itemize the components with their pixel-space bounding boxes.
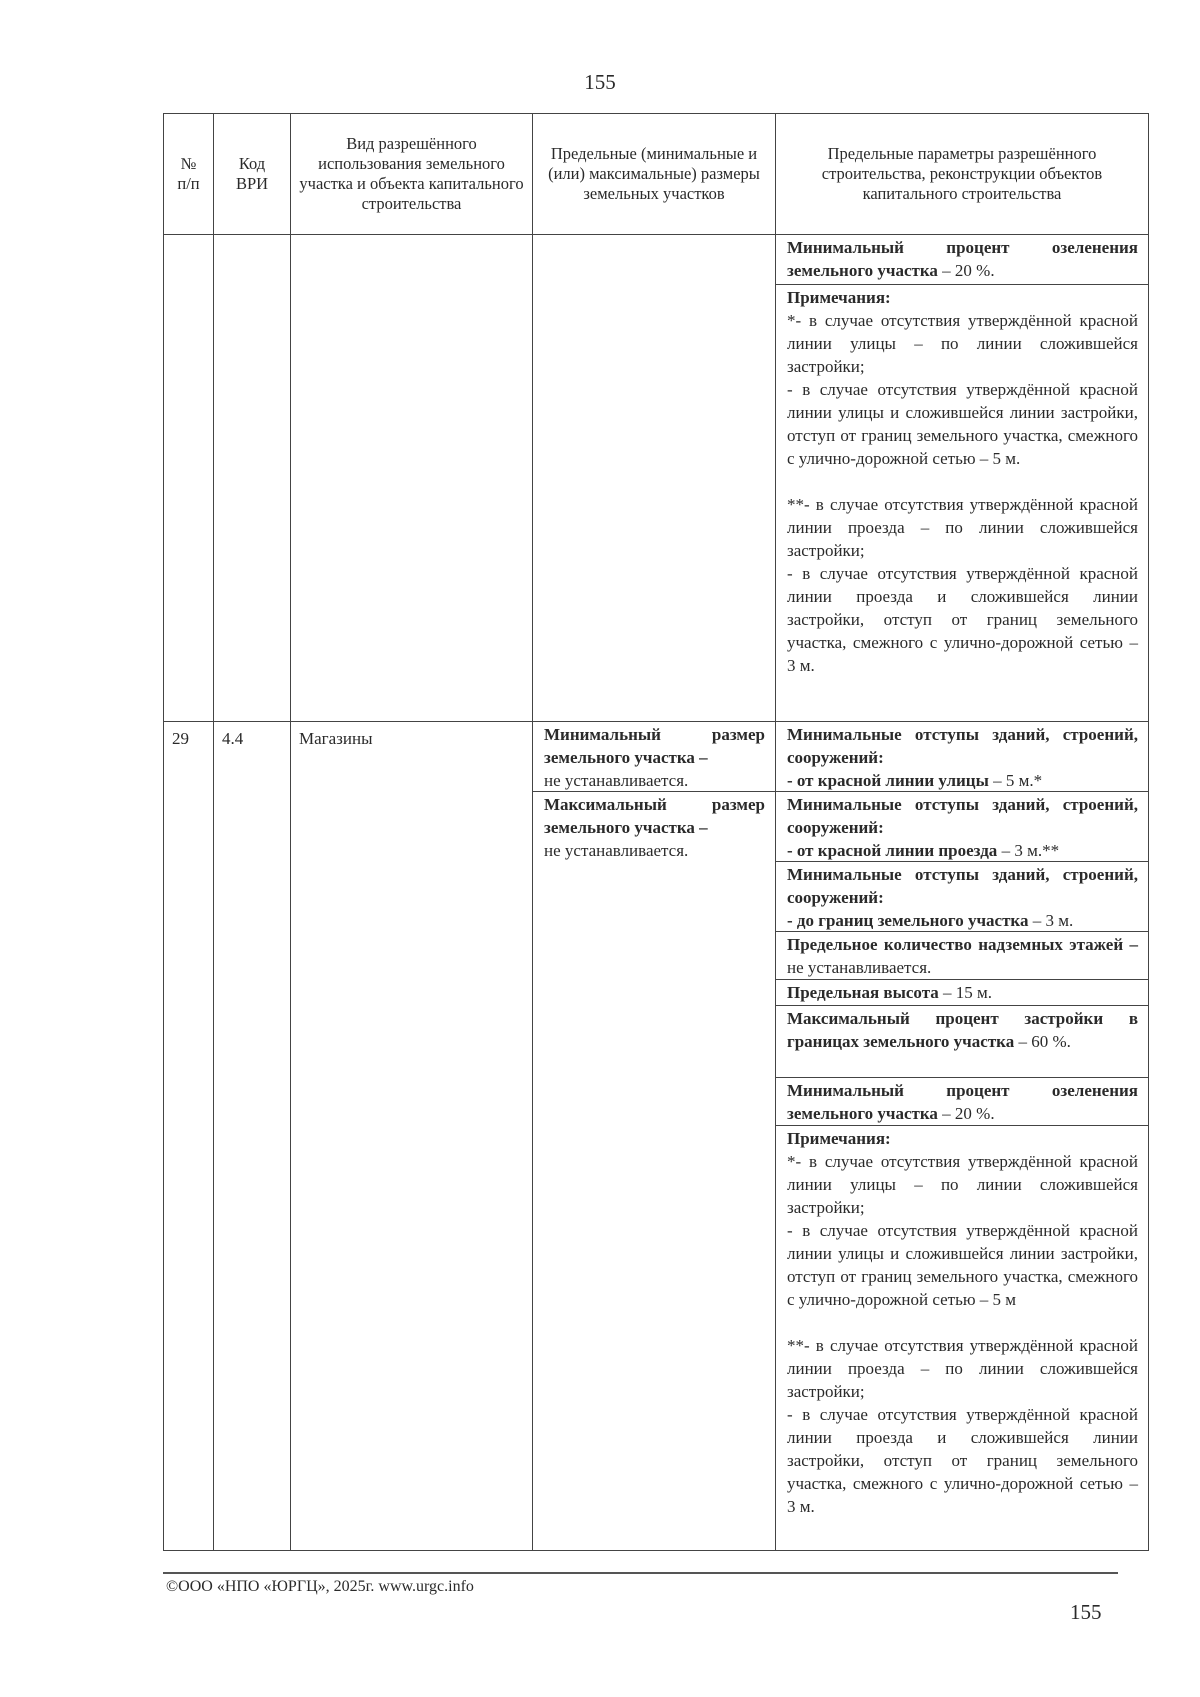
footer-divider: [163, 1572, 1118, 1574]
header-use-type: Вид разрешённого использования земельного участка и объекта капитального строительства: [291, 114, 533, 235]
row-num: 29: [164, 722, 214, 1551]
cont-green-block: Минимальный процент озеленения земельного участка – 20 %.: [776, 235, 1148, 285]
header-code: Код ВРИ: [214, 114, 291, 235]
header-params: Предельные параметры разрешённого строительства, реконструкции объектов капитального строительства: [776, 114, 1149, 235]
cont-num: [164, 235, 214, 722]
cont-sizes: [533, 235, 776, 722]
table-row-continuation: [164, 235, 1149, 722]
param-setback-boundary: Минимальные отступы зданий, строений, сооружений: - до границ земельного участка – 3 м.: [776, 862, 1148, 932]
row-name: Магазины: [291, 722, 533, 1551]
table-header-row: [164, 114, 1149, 235]
cont-notes-block: Примечания: *- в случае отсутствия утверждённой красной линии улицы – по линии сложившейся застройки; - в случае отсутствия утверждённой красной линии улицы и сложившейся линии застройки, отступ от границ земельного участка, смежного с улично-дорожной сетью – 5 м. **- в случае отсутствия утверждённой красной линии проезда – по линии сложившейся застройки; - в случае отсутствия утверждённой красной линии проезда и сложившейся линии застройки, отступ от границ земельного участка, смежного с улично-дорожной сетью – 3 м.: [787, 288, 1138, 675]
cont-params: [776, 235, 1149, 722]
header-plot-sizes: Предельные (минимальные и (или) максимальные) размеры земельных участков: [533, 114, 776, 235]
header-num: № п/п: [164, 114, 214, 235]
param-greening: Минимальный процент озеленения земельного участка – 20 %.: [776, 1078, 1148, 1126]
row-code: 4.4: [214, 722, 291, 1551]
page-number-bottom: 155: [1070, 1600, 1102, 1624]
param-notes: Примечания: *- в случае отсутствия утверждённой красной линии улицы – по линии сложившейся застройки; - в случае отсутствия утверждённой красной линии улицы и сложившейся линии застройки, отступ от границ земельного участка, смежного с улично-дорожной сетью – 5 м **- в случае отсутствия утверждённой красной линии проезда – по линии сложившейся застройки; - в случае отсутствия утверждённой красной линии проезда и сложившейся линии застройки, отступ от границ земельного участка, смежного с улично-дорожной сетью – 3 м.: [787, 1129, 1138, 1516]
max-size-block: Максимальный размер земельного участка – не устанавливается.: [544, 795, 765, 860]
footer-copyright: ©ООО «НПО «ЮРГЦ», 2025г. www.urgc.info: [166, 1578, 474, 1595]
param-floors: Предельное количество надземных этажей – не устанавливается.: [776, 932, 1148, 980]
param-coverage: Максимальный процент застройки в границах земельного участка – 60 %.: [776, 1006, 1148, 1078]
min-size-block: Минимальный размер земельного участка – не устанавливается.: [533, 722, 775, 792]
param-height: Предельная высота – 15 м.: [776, 980, 1148, 1006]
param-setback-driveway: Минимальные отступы зданий, строений, сооружений: - от красной линии проезда – 3 м.**: [776, 792, 1148, 862]
table-row-29: [164, 722, 1149, 1551]
cont-code: [214, 235, 291, 722]
cont-name: [291, 235, 533, 722]
row-params: [776, 722, 1149, 1551]
page-number-top: 155: [584, 70, 616, 94]
row-sizes: [533, 722, 776, 1551]
param-setback-street: Минимальные отступы зданий, строений, сооружений: - от красной линии улицы – 5 м.*: [776, 722, 1148, 792]
regulations-table: [163, 113, 1149, 1551]
